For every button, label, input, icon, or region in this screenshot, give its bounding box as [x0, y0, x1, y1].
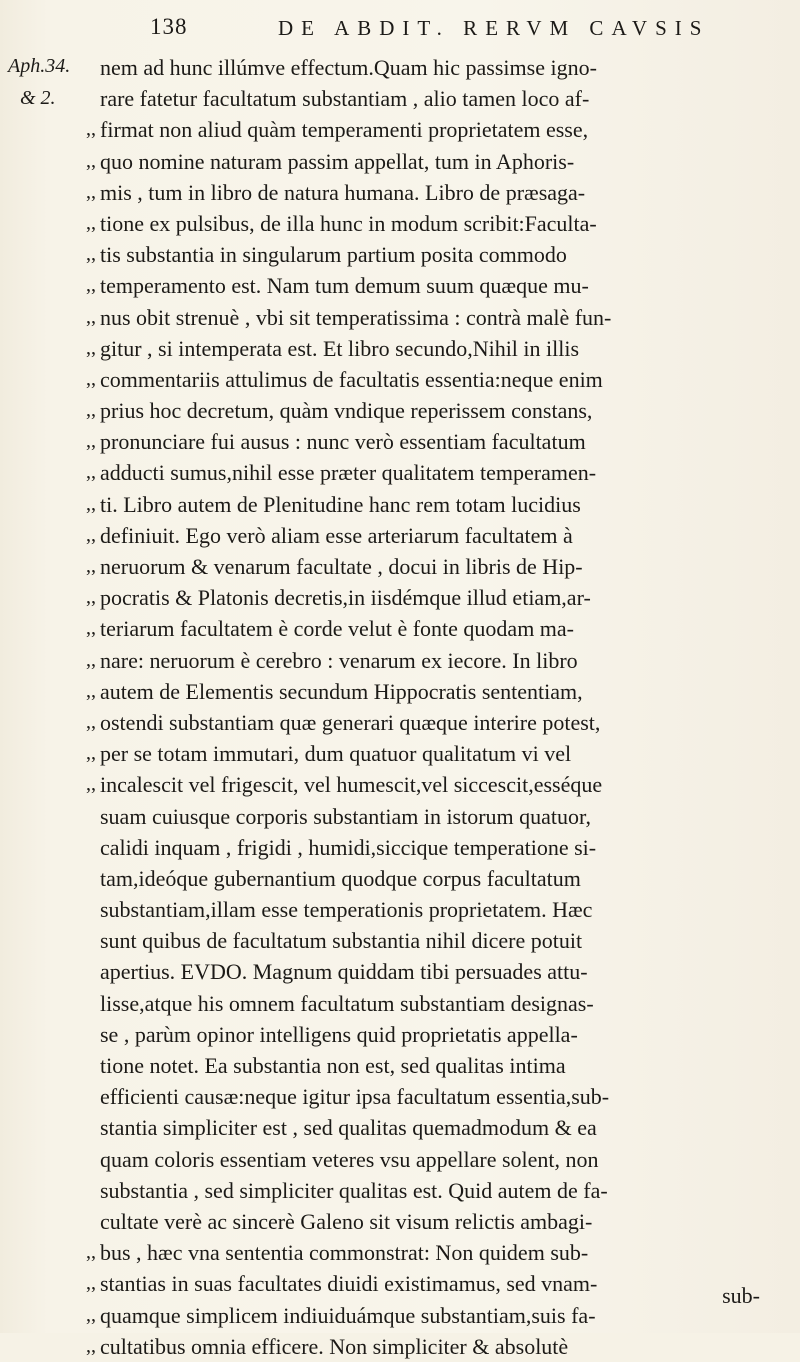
line-text: bus , hæc vna sententia commonstrat: Non quidem sub- [100, 1240, 589, 1266]
text-line [100, 801, 792, 832]
line-text: calidi inquam , frigidi , humidi,siccique temperatione si- [100, 834, 597, 860]
text-line [86, 707, 792, 738]
page-header [150, 14, 780, 48]
text-line [86, 613, 792, 644]
line-text: tione ex pulsibus, de illa hunc in modum scribit:Faculta- [100, 210, 597, 236]
text-line [86, 302, 792, 333]
text-line [86, 270, 792, 301]
quotation-mark: ,, [86, 399, 96, 422]
page-number: 138 [150, 14, 188, 39]
text-line [86, 114, 792, 145]
line-text: substantia , sed simpliciter qualitas est. Quid autem de fa- [100, 1177, 608, 1203]
quotation-mark: ,, [86, 1303, 96, 1326]
line-text: mis , tum in libro de natura humana. Libro de præsaga- [100, 179, 586, 205]
line-text: efficienti causæ:neque igitur ipsa facultatum essentia,sub- [100, 1084, 610, 1110]
quotation-mark: ,, [86, 1334, 96, 1357]
line-text: teriarum facultatem è corde velut è fonte quodam ma- [100, 616, 575, 642]
line-text: temperamento est. Nam tum demum suum quæque mu- [100, 273, 589, 299]
text-line [86, 582, 792, 613]
line-text: prius hoc decretum, quàm vndique reperissem constans, [100, 398, 593, 424]
quotation-mark: ,, [86, 211, 96, 234]
text-line [100, 956, 792, 987]
line-text: pocratis & Platonis decretis,in iisdémque illud etiam,ar- [100, 585, 591, 611]
quotation-mark: ,, [86, 1241, 96, 1264]
line-text: stantias in suas facultates diuidi existimamus, sed vnam- [100, 1271, 598, 1297]
text-line [100, 832, 792, 863]
text-line [100, 52, 792, 83]
line-text: adducti sumus,nihil esse præter qualitatem temperamen- [100, 460, 597, 486]
text-line [100, 1019, 792, 1050]
text-line [100, 988, 792, 1019]
line-text: tis substantia in singularum partium posita commodo [100, 242, 567, 268]
line-text: lisse,atque his omnem facultatum substantiam designas- [100, 990, 594, 1016]
quotation-mark: ,, [86, 367, 96, 390]
quotation-mark: ,, [86, 742, 96, 765]
line-text: ti. Libro autem de Plenitudine hanc rem totam lucidius [100, 491, 581, 517]
text-line [86, 239, 792, 270]
quotation-mark: ,, [86, 773, 96, 796]
text-line [86, 395, 792, 426]
line-text: per se totam immutari, dum quatuor qualitatum vi vel [100, 741, 572, 767]
quotation-mark: ,, [86, 305, 96, 328]
text-line [86, 426, 792, 457]
line-text: stantia simpliciter est , sed qualitas quemadmodum & ea [100, 1115, 597, 1141]
quotation-mark: ,, [86, 586, 96, 609]
text-line [100, 1112, 792, 1143]
quotation-mark: ,, [86, 617, 96, 640]
text-line [86, 1237, 792, 1268]
text-line [86, 333, 792, 364]
text-line [86, 1268, 792, 1299]
line-text: cultatibus omnia efficere. Non simpliciter & absolutè [100, 1333, 569, 1359]
line-text: autem de Elementis secundum Hippocratis sententiam, [100, 678, 583, 704]
text-line [100, 1175, 792, 1206]
text-line [86, 489, 792, 520]
line-text: neruorum & venarum facultate , docui in libris de Hip- [100, 554, 583, 579]
margin-note-aphorism: Aph.34. [8, 55, 71, 77]
quotation-mark: ,, [86, 555, 96, 577]
line-text: quamque simplicem indiuiduámque substantiam,suis fa- [100, 1302, 596, 1328]
line-text: nus obit strenuè , vbi sit temperatissima : contrà malè fun- [100, 304, 612, 330]
catchword: sub- [722, 1283, 760, 1308]
line-text: substantiam,illam esse temperationis proprietatem. Hæc [100, 897, 593, 923]
text-line [86, 520, 792, 551]
text-line [86, 457, 792, 488]
quotation-mark: ,, [86, 274, 96, 297]
line-text: incalescit vel frigescit, vel humescit,vel siccescit,esséque [100, 772, 603, 798]
line-text: nem ad hunc illúmve effectum.Quam hic passimse igno- [100, 55, 597, 80]
line-text: sunt quibus de facultatum substantia nihil dicere potuit [100, 928, 583, 954]
line-text: pronunciare fui ausus : nunc verò essentiam facultatum [100, 429, 586, 455]
line-text: se , parùm opinor intelligens quid proprietatis appella- [100, 1021, 578, 1047]
text-line [100, 1050, 792, 1081]
line-text: apertius. EVDO. Magnum quiddam tibi persuades attu- [100, 959, 588, 985]
text-line [100, 925, 792, 956]
text-line [86, 1331, 792, 1362]
margin-note-reference: & 2. [20, 87, 56, 109]
line-text: commentariis attulimus de facultatis essentia:neque enim [100, 366, 603, 392]
text-line [86, 1300, 792, 1331]
text-line [100, 1206, 792, 1237]
text-line [100, 1144, 792, 1175]
line-text: cultate verè ac sincerè Galeno sit visum relictis ambagi- [100, 1208, 593, 1234]
text-line [100, 863, 792, 894]
line-text: nare: neruorum è cerebro : venarum ex iecore. In libro [100, 647, 578, 673]
quotation-mark: ,, [86, 243, 96, 266]
line-text: tam,ideóque gubernantium quodque corpus facultatum [100, 865, 581, 891]
quotation-mark: ,, [86, 710, 96, 733]
text-line [86, 645, 792, 676]
line-text: rare fatetur facultatum substantiam , alio tamen loco af- [100, 86, 590, 112]
text-line [86, 769, 792, 800]
line-text: gitur , si intemperata est. Et libro secundo,Nihil in illis [100, 335, 580, 361]
line-text: ostendi substantiam quæ generari quæque interire potest, [100, 709, 601, 735]
text-line [86, 177, 792, 208]
text-line [86, 364, 792, 395]
line-text: suam cuiusque corporis substantiam in istorum quatuor, [100, 803, 591, 829]
quotation-mark: ,, [86, 1272, 96, 1295]
quotation-mark: ,, [86, 430, 96, 453]
line-text: definiuit. Ego verò aliam esse arteriarum facultatem à [100, 522, 573, 548]
text-line [86, 738, 792, 769]
quotation-mark: ,, [86, 118, 96, 141]
quotation-mark: ,, [86, 679, 96, 702]
text-line [100, 894, 792, 925]
quotation-mark: ,, [86, 180, 96, 203]
text-line [86, 676, 792, 707]
text-line [100, 1081, 792, 1112]
quotation-mark: ,, [86, 461, 96, 484]
quotation-mark: ,, [86, 149, 96, 172]
line-text: quam coloris essentiam veteres vsu appellare solent, non [100, 1146, 599, 1172]
line-text: quo nomine naturam passim appellat, tum in Aphoris- [100, 148, 575, 174]
quotation-mark: ,, [86, 523, 96, 546]
text-line [86, 208, 792, 239]
quotation-mark: ,, [86, 336, 96, 359]
text-line [86, 551, 792, 582]
text-line [100, 83, 792, 114]
line-text: firmat non aliud quàm temperamenti proprietatem esse, [100, 117, 589, 143]
body-text [86, 52, 792, 1362]
line-text: tione notet. Ea substantia non est, sed qualitas intima [100, 1053, 566, 1078]
quotation-mark: ,, [86, 648, 96, 671]
quotation-mark: ,, [86, 492, 96, 515]
running-head: DE ABDIT. RERVM CAVSIS [278, 16, 710, 40]
text-line [86, 146, 792, 177]
